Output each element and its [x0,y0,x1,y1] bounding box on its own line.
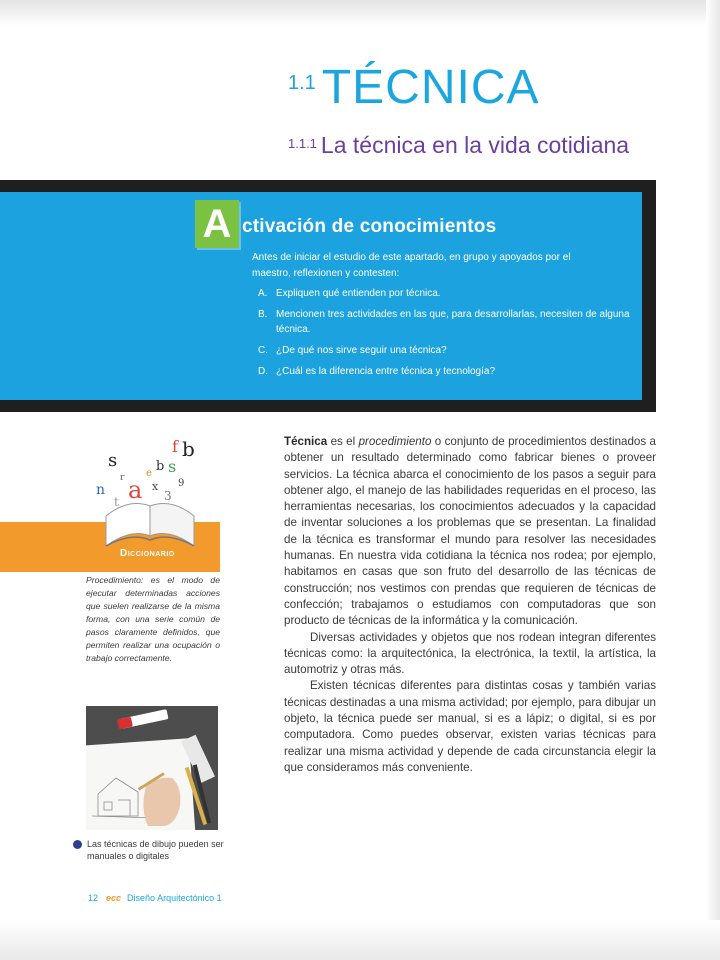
page-footer [88,893,222,903]
body-paragraph-1 [284,434,656,630]
question-text: ¿De qué nos sirve seguir una técnica? [276,345,447,356]
book-title: Diseño Arquitectónico 1 [127,893,222,903]
page-shadow-right [706,0,720,960]
section-number: 1.1 [288,72,316,94]
section-title-text: TÉCNICA [321,61,540,114]
question-letter: A. [258,288,268,299]
caption-arrow-icon [73,840,82,849]
body-paragraph-2: Diversas actividades y objetos que nos rodean integran diferentes técnicas como: la arquitectónica, la electrónica, la textil, la artística, la automotriz y otras más. [284,630,656,677]
svg-text:3: 3 [164,489,172,503]
body-text-segment: o conjunto de procedimientos destinados a obtener un resultado determinado como fabricar bienes o proveer servicios. La técnica abarca el conocimiento de los pasos a seguir para obtener algo, el manejo de las habilidades requeridas en el proceso, las herramientas necesarias, los conocimientos adecuados y la capacidad de inventar soluciones a los problemas que se presentan. La finalidad de la técnica es transformar el mundo para resolver las necesidades humanas. En nuestra vida cotidiana la técnica nos rodea; por ejemplo, habitamos en casas que son fruto del desarrollo de las técnicas de construcción; nos vestimos con prendas que requieren de técnicas de confección; trabajamos o estudiamos con computadoras que son producto de técnicas de la informática y la comunicación. [284,435,656,628]
dictionary-definition-text: es el modo de ejecutar determinadas acciones que suelen realizarse de la misma forma, con una serie común de pasos claramente definidos, que permiten realizar una ocupación o trabajo correctamente. [86,575,220,663]
publisher-logo: ecc [106,893,122,903]
activation-panel [0,192,642,400]
activation-badge: A [195,200,239,248]
svg-text:f: f [172,437,178,456]
svg-text:s: s [108,450,118,471]
svg-text:9: 9 [178,478,185,489]
question-letter: B. [258,309,268,320]
svg-text:b: b [182,437,195,461]
question-item [258,364,630,379]
subsection-number: 1.1.1 [288,136,317,151]
dictionary-label: Diccionario [120,548,175,559]
body-paragraph-3: Existen técnicas diferentes para distintas cosas y también varias técnicas destinadas a una misma actividad; por ejemplo, para dibujar un objeto, la técnica puede ser manual, si es a lápiz; o digital, si es por computadora. Como puedes observar, existen varias técnicas para realizar una misma actividad y depende de cada circunstancia elegir la que consideramos más conveniente. [284,679,656,774]
svg-text:x: x [152,480,159,493]
svg-text:t: t [114,495,119,509]
question-item [258,307,630,337]
activation-intro: Antes de iniciar el estudio de este apartado, en grupo y apoyados por el maestro, reflexionen y contesten: [252,252,571,279]
svg-text:e: e [146,468,152,479]
svg-text:b: b [156,459,165,474]
subsection-title [288,132,629,159]
body-text-segment: es el [327,435,359,448]
question-item [258,343,630,358]
drawing-photo [86,706,218,830]
dictionary-term: Procedimiento: [86,575,144,585]
question-list [258,286,630,385]
page-shadow-top [0,0,720,26]
body-italic-term: procedimiento [358,435,432,448]
question-text: Mencionen tres actividades en las que, para desarrollarlas, necesiten de alguna técnica. [276,309,630,335]
body-term: Técnica [284,435,328,448]
page-shadow-bottom [0,920,720,960]
question-item [258,286,630,301]
svg-text:s: s [168,457,177,476]
drawing-hand-image [86,706,218,830]
subsection-title-text: La técnica en la vida cotidiana [320,132,630,158]
dictionary-definition [86,574,220,665]
body-text [284,434,656,776]
dictionary-book-icon [86,436,216,554]
question-letter: D. [258,366,268,377]
activation-box [0,180,656,412]
svg-text:r: r [120,473,125,483]
activation-title: ctivación de conocimientos [242,216,497,237]
section-title [288,60,540,115]
svg-text:n: n [96,482,106,498]
page-number: 12 [88,893,99,903]
question-text: ¿Cuál es la diferencia entre técnica y tecnología? [276,366,496,377]
question-letter: C. [258,345,268,356]
figure-caption: Las técnicas de dibujo pueden ser manuales o digitales [87,839,224,861]
svg-text:a: a [128,476,143,504]
question-text: Expliquen qué entienden por técnica. [276,288,441,299]
